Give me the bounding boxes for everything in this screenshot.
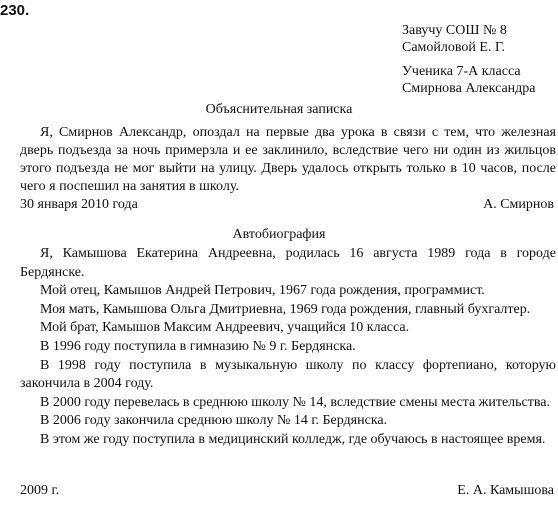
- note-title: Объяснительная записка: [205, 102, 353, 117]
- autobiography-paragraph: В 1996 году поступила в гимназию № 9 г. Бердянска.: [40, 338, 356, 354]
- note-body: Я, Смирнов Александр, опоздал на первые два урока в связи с тем, что железная дверь подъезда за ночь примерзла и ее заклинило, вследствие чего ни один из жильцов этого подъезда не мог выйти на улицу. Дверь удалось открыть только в 10 часов, после чего я поспешил на занятия в школу.: [20, 125, 556, 194]
- autobiography-date: 2009 г.: [20, 483, 60, 498]
- autobiography-title: Автобиография: [232, 227, 326, 242]
- note-date: 30 января 2010 года: [20, 197, 138, 212]
- autobiography-paragraph: В 2006 году закончила среднюю школу № 14 г. Бердянска.: [40, 413, 388, 429]
- autobiography-paragraph: В 2000 году перевелась в среднюю школу № 14, вследствие смены места жительства.: [40, 394, 551, 410]
- autobiography-paragraph: Я, Камышова Екатерина Андреевна, родилась 16 августа 1989 года в городе Бердянске.: [20, 246, 556, 280]
- note-sender-line1: Ученика 7-А класса: [402, 64, 521, 79]
- exercise-number: 230.: [0, 2, 30, 19]
- autobiography-paragraph: Мой брат, Камышов Максим Андреевич, учащийся 10 класса.: [40, 320, 410, 336]
- autobiography-paragraph: В 1998 году поступила в музыкальную школу по классу фортепиано, которую закончила в 2004 году.: [20, 357, 556, 392]
- note-signature: А. Смирнов: [483, 197, 554, 212]
- autobiography-paragraph: Моя мать, Камышова Ольга Дмитриевна, 1969 года рождения, главный бухгалтер.: [40, 301, 531, 317]
- autobiography-body: [20, 245, 556, 450]
- autobiography-paragraph: Мой отец, Камышов Андрей Петрович, 1967 года рождения, программист.: [40, 283, 485, 299]
- note-sender-line2: Смирнова Александра: [402, 81, 536, 96]
- autobiography-paragraph: В этом же году поступила в медицинский колледж, где обучаюсь в настоящее время.: [40, 431, 546, 447]
- note-recipient-line1: Завучу СОШ № 8: [402, 23, 507, 38]
- autobiography-signature: Е. А. Камышова: [457, 483, 554, 498]
- note-recipient-line2: Самойловой Е. Г.: [402, 40, 505, 55]
